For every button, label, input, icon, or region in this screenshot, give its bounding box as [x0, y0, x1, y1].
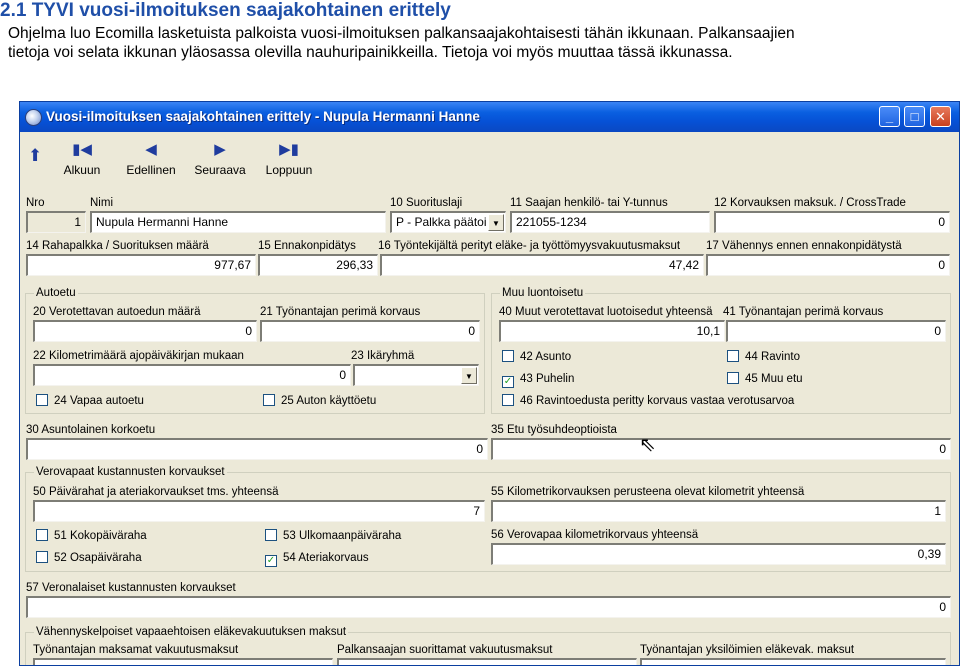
suorituslaji-select[interactable]: [390, 211, 506, 233]
ravinto-label: 44 Ravinto: [745, 351, 800, 363]
osapaivaraha-checkbox[interactable]: [36, 551, 142, 565]
checkbox-box[interactable]: [502, 350, 514, 362]
checkbox-box[interactable]: [36, 394, 48, 406]
autoetu-title: Autoetu: [36, 287, 76, 299]
next-record-icon: ▶: [214, 141, 226, 158]
close-button[interactable]: ✕: [930, 106, 951, 127]
intro-line-2: tietoja voi selata ikkunan yläosassa olevilla nauhuripainikkeilla. Tietoja voi myös muuttaa tässä ikkunassa.: [8, 44, 733, 61]
palkansaajan-label: Palkansaajan suorittamat vakuutusmaksut: [337, 644, 553, 656]
ravinto-checkbox[interactable]: [727, 350, 800, 364]
checkbox-box[interactable]: [36, 551, 48, 563]
muu-title: Muu luontoisetu: [502, 287, 584, 299]
tyontekijalta-label: 16 Työntekijältä perityt eläke- ja työttömyysvakuutusmaksut: [378, 240, 681, 252]
asunto-label: 42 Asunto: [520, 351, 572, 363]
kilometri-field[interactable]: 1: [491, 500, 946, 522]
muu-etu-checkbox[interactable]: [727, 372, 803, 386]
ennakonpidatys-field[interactable]: 296,33: [258, 254, 378, 276]
yksiloima-label: Työnantajan yksilöimien eläkevak. maksut: [640, 644, 855, 656]
mouse-cursor-icon: ⇖: [639, 434, 656, 456]
last-record-icon: ▶▮: [279, 141, 299, 158]
saaja-label: 11 Saajan henkilö- tai Y-tunnus: [510, 197, 668, 209]
chevron-down-icon[interactable]: ▼: [488, 214, 504, 231]
veronalaiset-label: 57 Veronalaiset kustannusten korvaukset: [26, 582, 236, 594]
vahennys-field[interactable]: 0: [706, 254, 950, 276]
muu-perima-label: 41 Työnantajan perimä korvaus: [723, 306, 884, 318]
autoetu-perima-label: 21 Työnantajan perimä korvaus: [260, 306, 421, 318]
suorituslaji-label: 10 Suorituslaji: [390, 197, 463, 209]
vahennys-label: 17 Vähennys ennen ennakonpidätystä: [706, 240, 902, 252]
tyontekijalta-field[interactable]: 47,42: [380, 254, 704, 276]
optio-field[interactable]: 0: [491, 438, 951, 460]
nimi-label: Nimi: [90, 197, 113, 209]
window-title: Vuosi-ilmoituksen saajakohtainen erittely - Nupula Hermanni Hanne: [46, 109, 480, 124]
checkmark-icon[interactable]: ✓: [503, 376, 513, 387]
verotettavan-field[interactable]: 0: [33, 320, 257, 342]
prev-button[interactable]: [123, 140, 179, 177]
minimize-button[interactable]: _: [879, 106, 900, 127]
nimi-field[interactable]: Nupula Hermanni Hanne: [90, 211, 386, 233]
checkbox-box[interactable]: [502, 394, 514, 406]
ravintoedusta-checkbox[interactable]: [502, 394, 794, 408]
korvauksen-field[interactable]: 0: [714, 211, 950, 233]
last-button[interactable]: [263, 140, 315, 177]
verovapaat-title: Verovapaat kustannusten korvaukset: [36, 466, 225, 478]
korkoetu-label: 30 Asuntolainen korkoetu: [26, 424, 156, 436]
ulkomaanpaivaraha-checkbox[interactable]: [265, 529, 401, 543]
ulkomaan-label: 53 Ulkomaanpäiväraha: [283, 530, 402, 542]
first-label: Alkuun: [63, 163, 101, 177]
kayttoetu-label: 25 Auton käyttöetu: [281, 395, 377, 407]
muut-field[interactable]: 10,1: [499, 320, 725, 342]
paivarahat-label: 50 Päivärahat ja ateriakorvaukset tms. yhteensä: [33, 486, 279, 498]
puhelin-checkbox[interactable]: [502, 372, 574, 388]
kayttoetu-checkbox[interactable]: [263, 394, 376, 408]
checkbox-box[interactable]: [36, 529, 48, 541]
puhelin-label: 43 Puhelin: [520, 373, 575, 385]
first-record-icon: ▮◀: [72, 141, 92, 158]
page-heading: 2.1 TYVI vuosi-ilmoituksen saajakohtainen erittely: [0, 0, 451, 21]
app-icon: [25, 109, 42, 126]
checkbox-box[interactable]: [727, 350, 739, 362]
previous-record-icon: ◀: [145, 141, 157, 158]
first-button[interactable]: [62, 140, 102, 177]
ravintoedusta-label: 46 Ravintoedusta peritty korvaus vastaa verotusarvoa: [520, 395, 795, 407]
veronalaiset-field[interactable]: 0: [26, 596, 951, 618]
verovapaa-km-field[interactable]: 0,39: [491, 543, 946, 565]
next-label: Seuraava: [194, 163, 246, 177]
muut-label: 40 Muut verotettavat luotoisedut yhteensä: [499, 306, 713, 318]
paivarahat-field[interactable]: 7: [33, 500, 485, 522]
saaja-field[interactable]: 221055-1234: [510, 211, 710, 233]
verotettavan-label: 20 Verotettavan autoedun määrä: [33, 306, 201, 318]
intro-paragraph: [8, 24, 958, 62]
kokopaivaraha-checkbox[interactable]: [36, 529, 147, 543]
optio-label: 35 Etu työsuhdeoptioista: [491, 424, 617, 436]
muuetu-label: 45 Muu etu: [745, 373, 803, 385]
kokopaiva-label: 51 Kokopäiväraha: [54, 530, 147, 542]
next-button[interactable]: [192, 140, 248, 177]
app-window: [19, 101, 960, 666]
checkbox-box[interactable]: [265, 529, 277, 541]
nro-label: Nro: [26, 197, 45, 209]
kilometri-label: 55 Kilometrikorvauksen perusteena olevat kilometrit yhteensä: [491, 486, 805, 498]
tyonantajan-field[interactable]: [33, 658, 333, 666]
osapaiva-label: 52 Osapäiväraha: [54, 552, 142, 564]
tyonantajan-label: Työnantajan maksamat vakuutusmaksut: [33, 644, 239, 656]
ikaryhma-select[interactable]: [353, 364, 479, 386]
vapaa-label: 24 Vapaa autoetu: [54, 395, 144, 407]
checkbox-box[interactable]: [263, 394, 275, 406]
km-field[interactable]: 0: [33, 364, 351, 386]
checkbox-box[interactable]: [727, 372, 739, 384]
nro-field[interactable]: 1: [26, 211, 86, 233]
verovapaa-km-label: 56 Verovapaa kilometrikorvaus yhteensä: [491, 529, 699, 541]
palkansaajan-field[interactable]: [337, 658, 637, 666]
window-titlebar[interactable]: [20, 102, 959, 132]
maximize-button[interactable]: □: [904, 106, 925, 127]
rahapalkka-field[interactable]: 977,67: [26, 254, 256, 276]
prev-label: Edellinen: [126, 163, 176, 177]
korvauksen-label: 12 Korvauksen maksuk. / CrossTrade: [714, 197, 906, 209]
ennakonpidatys-label: 15 Ennakonpidätys: [258, 240, 356, 252]
checkmark-icon[interactable]: ✓: [266, 555, 276, 566]
autoetu-perima-field[interactable]: 0: [260, 320, 480, 342]
yksiloima-field[interactable]: [640, 658, 946, 666]
km-label: 22 Kilometrimäärä ajopäiväkirjan mukaan: [33, 350, 244, 362]
ikaryhma-label: 23 Ikäryhmä: [351, 350, 415, 362]
rahapalkka-label: 14 Rahapalkka / Suorituksen määrä: [26, 240, 209, 252]
suorituslaji-value: P - Palkka päätoi: [396, 215, 487, 229]
ateriakorvaus-checkbox[interactable]: [265, 551, 369, 567]
vahennyskelpoiset-title: Vähennyskelpoiset vapaaehtoisen eläkevakuutuksen maksut: [36, 626, 347, 638]
chevron-down-icon[interactable]: ▼: [461, 367, 477, 384]
muu-perima-field[interactable]: 0: [726, 320, 946, 342]
asunto-checkbox[interactable]: [502, 350, 571, 364]
intro-line-1: Ohjelma luo Ecomilla lasketuista palkoista vuosi-ilmoituksen palkansaajakohtaisesti tähän ikkunaan. Palkansaajien: [8, 25, 795, 42]
arrow-up-icon[interactable]: ⬆: [28, 146, 43, 165]
vapaa-autoetu-checkbox[interactable]: [36, 394, 144, 408]
ateria-label: 54 Ateriakorvaus: [283, 552, 369, 564]
last-label: Loppuun: [265, 163, 313, 177]
korkoetu-field[interactable]: 0: [26, 438, 488, 460]
